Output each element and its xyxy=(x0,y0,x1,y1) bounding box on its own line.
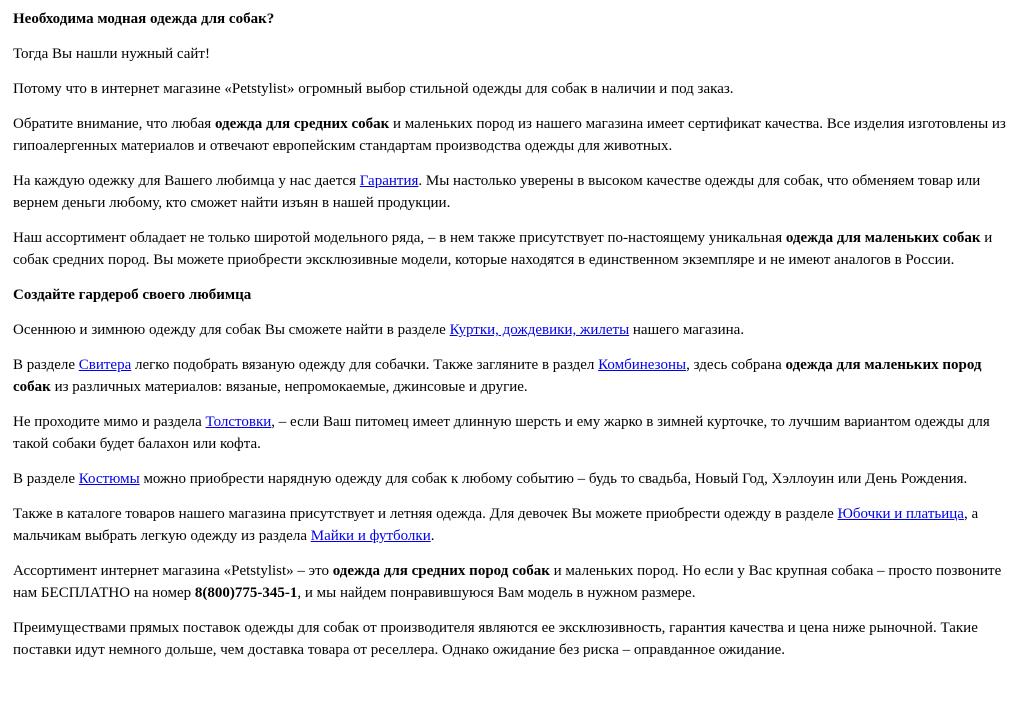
link-sweaters[interactable]: Свитера xyxy=(78,357,132,373)
paragraph-intro: Тогда Вы нашли нужный сайт! xyxy=(13,46,210,62)
link-overalls[interactable]: Комбинезоны xyxy=(598,357,687,373)
paragraph-contact: Ассортимент интернет магазина «Petstylist» – это одежда для средних пород собак и маленьких пород. Но если у Вас крупная собака – просто позвоните нам БЕСПЛАТНО на номер 8(800)775-345-1, и мы найдем понравившуюся Вам модель в нужном размере. xyxy=(13,563,1002,601)
section-heading-text: Создайте гардероб своего любимца xyxy=(13,287,252,303)
keyword-medium-breeds: одежда для средних пород собак xyxy=(332,563,550,579)
link-jackets[interactable]: Куртки, дождевики, жилеты xyxy=(449,322,630,338)
page-title xyxy=(13,8,1012,30)
section-heading xyxy=(13,284,1012,306)
link-guarantee[interactable]: Гарантия xyxy=(359,173,419,189)
link-tshirts[interactable]: Майки и футболки xyxy=(310,528,431,544)
keyword-small-dogs: одежда для маленьких собак xyxy=(785,230,981,246)
paragraph-guarantee: На каждую одежку для Вашего любимца у нас дается Гарантия. Мы настолько уверены в высоком качестве одежды для собак, что обменяем товар или вернем деньги любому, кто сможет найти изъян в нашей продукции. xyxy=(13,173,981,211)
paragraph-advantages: Преимуществами прямых поставок одежды для собак от производителя являются ее эксклюзивность, гарантия качества и цена ниже рыночной. Такие поставки идут немного дольше, чем доставка товара от реселлера. Однако ожидание без риска – оправданное ожидание. xyxy=(13,620,978,658)
paragraph-shop: Потому что в интернет магазине «Petstylist» огромный выбор стильной одежды для собак в наличии и под заказ. xyxy=(13,81,734,97)
paragraph-summer: Также в каталоге товаров нашего магазина присутствует и летняя одежда. Для девочек Вы можете приобрести одежду в разделе Юбочки и платьица, а мальчикам выбрать легкую одежду из раздела Майки и футболки. xyxy=(13,506,979,544)
link-skirts-dresses[interactable]: Юбочки и платьица xyxy=(837,506,964,522)
paragraph-jackets: Осеннюю и зимнюю одежду для собак Вы сможете найти в разделе Куртки, дождевики, жилеты нашего магазина. xyxy=(13,322,745,338)
paragraph-sweaters: В разделе Свитера легко подобрать вязаную одежду для собачки. Также загляните в раздел Комбинезоны, здесь собрана одежда для маленьких пород собак из различных материалов: вязаные, непромокаемые, джинсовые и другие. xyxy=(13,357,982,395)
page-title-text: Необходима модная одежда для собак? xyxy=(13,11,275,27)
link-costumes[interactable]: Костюмы xyxy=(78,471,140,487)
paragraph-assortment: Наш ассортимент обладает не только широтой модельного ряда, – в нем также присутствует по-настоящему уникальная одежда для маленьких собак и собак средних пород. Вы можете приобрести эксклюзивные модели, которые находятся в единственном экземпляре и не имеют аналогов в России. xyxy=(13,230,993,268)
paragraph-certificate: Обратите внимание, что любая одежда для средних собак и маленьких пород из нашего магазина имеет сертификат качества. Все изделия изготовлены из гипоалергенных материалов и отвечают европейским стандартам производства одежды для животных. xyxy=(13,116,1006,154)
phone-number: 8(800)775-345-1 xyxy=(194,585,298,601)
link-hoodies[interactable]: Толстовки xyxy=(205,414,272,430)
paragraph-hoodies: Не проходите мимо и раздела Толстовки, – если Ваш питомец имеет длинную шерсть и ему жарко в зимней курточке, то лучшим вариантом одежды для такой собаки будет балахон или кофта. xyxy=(13,414,990,452)
keyword-small-breeds: одежда для маленьких пород собак xyxy=(13,357,982,395)
paragraph-costumes: В разделе Костюмы можно приобрести нарядную одежду для собак к любому событию – будь то свадьба, Новый Год, Хэллоуин или День Рождения. xyxy=(13,471,968,487)
keyword-medium-dogs: одежда для средних собак xyxy=(214,116,390,132)
